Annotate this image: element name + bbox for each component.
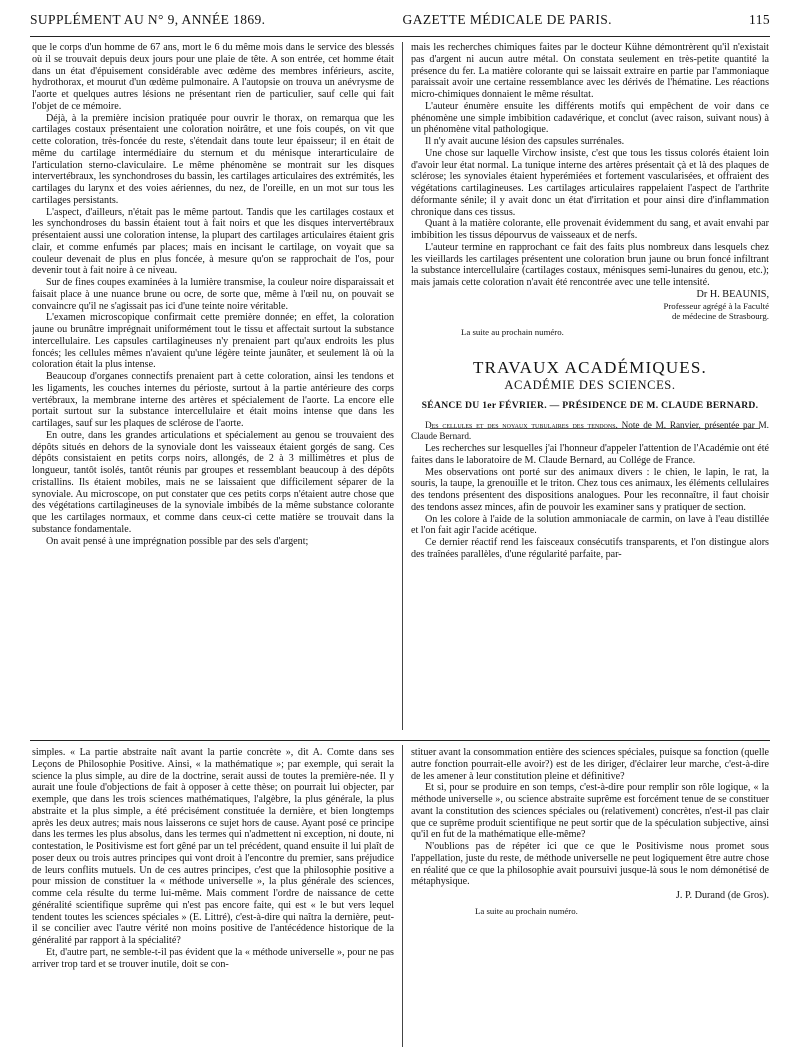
article-paragraph: Mes observations ont porté sur des animaux divers : le chien, le lapin, le rat, la souris, la taupe, la grenouille et le triton. Chez tous ces animaux, les éléments cellulaires des tendons présentent des dispositions analogues. Pour les reconnaître, il faut choisir des tendons assez minces, afin de pouvoir les examiner sans y pratiquer de section.	[411, 466, 769, 513]
right-column	[411, 42, 769, 730]
author-title-line-2: de médecine de Strasbourg.	[671, 310, 769, 321]
left-paragraph: Beaucoup d'organes connectifs prenaient part à cette coloration, ainsi les tendons et les ligaments, les couches internes du périoste, surtout à la partie antérieure des corps vertébraux, la membrane interne des artères et spécialement de l'aorte. La encore elle portait surtout sur la substance intercellulaire et était moins intense que dans les cartilages, sauf sur les plaques de sclérose de l'aorte.	[32, 371, 394, 429]
left-paragraph: En outre, dans les grandes articulations et spécialement au genou se trouvaient des dépôts situés en dehors de la synoviale dont les vaisseaux étaient gorgés de sang. Ces dépôts consistaient en petits corps noirs, allongés, de 2 à 3 millimètres et plus de longueur, tantôt isolés, tantôt réunis par groupes et ressemblant beaucoup à des dépôts cristallins. Ils étaient mobiles, mais ne se laissaient que difficilement séparer de la synoviale. Au microscope, on put constater que ces petits corps n'étaient autre chose que des végétations cartilagineuses de la synoviale imbibés de la même substance colorante que les cartilages normaux, et comme dans ceux-ci cette matière se trouvait dans la substance fondamentale.	[32, 429, 394, 535]
bottom-right-column	[411, 747, 769, 1047]
bottom-left-paragraph: simples. « La partie abstraite naît avant la partie concrète », dit A. Comte dans ses Leçons de Philosophie Positive. Ainsi, « la mathématique »; par exemple, qui serait la science la plus simple, au dire de la doctrine, serait aussi de toutes la première-née. Il y aurait une foule d'objections de fait à opposer à cette thèse; on pourrait lui objecter, par exemple, que dans les trois sciences mathématiques, l'algèbre, la plus générale, la plus abstraite et la plus simple, a été précisément constituée la dernière, et bien longtemps après les deux autres; mais nous laisserons ce sujet hors de cause. Ayant posé ce principe dans les termes les plus absolus, dans les termes qui n'admettent ni exception, ni doute, ni contestation, le Positivisme est fort gêné par un tel précédent, quand ensuite il lui plaît de poser deux ou trois autres principes qui vont droit à l'encontre du premier, sans préjudice de leurs conflits mutuels. Un de ces autres principes, c'est que la philosophie positive a pour mission de constituer la « méthode universelle », la plus générale des sciences, comme cela résulte du terme lui-même. Mais comment l'ordre de naissance de cette généralité scientifique suprême qui n'est pas encore faite, qui est « le but vers lequel tendent toutes les sciences spéciales » (E. Littré), c'est-à-dire qui naîtra la dernière, peut-il se concilier avec l'autre vérité non moins positive de l'antécédence historique de la généralité par rapport à la spécialité?	[32, 747, 394, 946]
header-supplement: SUPPLÉMENT AU N° 9, ANNÉE 1869.	[30, 12, 266, 27]
bottom-right-paragraph: Et si, pour se produire en son temps, c'est-à-dire pour remplir son rôle logique, « la méthode universelle », ou science abstraite suprême est forcément tenue de se constituer avant la constitution des sciences spéciales ou (relativement) concrètes, n'est-il pas clair que ce suprême produit scientifique ne peut sortir que de la spéculation subjective, ainsi qu'il en fut de la mathématique elle-même?	[411, 782, 769, 841]
right-paragraph: L'auteur énumère ensuite les différents motifs qui empêchent de voir dans ce phénomène une simple imbibition cadavérique, et conclut (avec raison, suivant nous) à un phénomène vital pathologique.	[411, 100, 769, 136]
header-rule	[30, 36, 770, 37]
article-paragraph: Les recherches sur lesquelles j'ai l'honneur d'appeler l'attention de l'Académie ont été faites dans le laboratoire de M. Claude Bernard, au Collége de France.	[411, 443, 769, 466]
right-paragraph: mais les recherches chimiques faites par le docteur Kühne démontrèrent qu'il n'existait pas d'argent ni aucun autre métal. On constata seulement en très-petite quantité la présence du fer. La matière colorante qui se laissait extraire en partie par l'ammoniaque paraissait avoir une certaine ressemblance avec les dérivés de l'hématine. Les réactions micro-chimiques donnaient le même résultat.	[411, 42, 769, 100]
right-paragraph: L'auteur termine en rapprochant ce fait des faits plus nombreux dans lesquels chez les vieillards les cartilages présentent une coloration brun jaune ou brun foncé infiltrant la substance intercellulaire (cartilages costaux, ménisques semi-lunaires du genou, etc.); mais jamais cette coloration n'avait été rencontrée avec une telle intensité.	[411, 241, 769, 288]
left-paragraph: L'examen microscopique confirmait cette première donnée; en effet, la coloration jaune ou brunâtre imprégnait uniformément tout le tissu et affectait surtout la substance intercellulaire. Les capsules cartilagineuses n'y prenaient part qu'aux endroits les plus foncés; les cellules mêmes n'avaient qu'une légère teinte jaunâter, et seulement là où la coloration était la plus intense.	[32, 312, 394, 371]
author-title-line-1: Professeur agrégé à la Faculté	[663, 300, 769, 311]
bottom-left-column	[32, 747, 394, 1047]
header-page-number: 115	[749, 12, 770, 27]
header-journal-title: GAZETTE MÉDICALE DE PARIS.	[402, 12, 612, 27]
article-paragraph: On les colore à l'aide de la solution ammoniacale de carmin, on lave à l'eau distillée et l'on fait agir l'acide acétique.	[411, 513, 769, 537]
left-paragraph: que le corps d'un homme de 67 ans, mort le 6 du même mois dans le service des blessés où il se trouvait depuis deux jours pour une plaie de tête. A son entrée, cet homme était dans un état d'épuisement considérable avec œdème des membres inférieurs, ascite, hydrothorax, et mourut d'un œdème pulmonaire. A l'autopsie on trouva un anévrysme de l'aorte et quelques autres lésions ne présentant rien de particulier, sauf celle qui fait l'objet de ce mémoire.	[32, 42, 394, 112]
article-paragraph: Ce dernier réactif rend les faisceaux consécutifs transparents, et l'on distingue alors des traînées parallèles, d'une régularité parfaite, par-	[411, 537, 769, 560]
left-paragraph: L'aspect, d'ailleurs, n'était pas le même partout. Tandis que les cartilages costaux et les synchondroses du bassin étaient tout à fait noirs et que les disques intervertébraux présentaient aussi une coloration intense, la plupart des cartilages articulaires étaient gris clair, et comme enfumés par places; mais en incisant le cartilage, on voyait que sa couleur devenait de plus en plus foncée, à mesure qu'on se rapprochait de l'os, pour devenir tout à fait noire à ce niveau.	[32, 206, 394, 277]
author-signature: Dr H. BEAUNIS,	[696, 288, 769, 300]
continued-note: La suite au prochain numéro.	[461, 326, 564, 337]
article-title: Des cellules et des noyaux tubulaires des tendons.	[425, 419, 618, 430]
right-paragraph: Une chose sur laquelle Virchow insiste, c'est que tous les tissus colorés étaient loin d'avoir leur état normal. La tunique interne des artères présentait çà et là des plaques de sclérose; les synoviales étaient hyperémiées et fortement vascularisées, et offraient des végétations cartilagineuses. Les cartilages articulaires rappelaient l'aspect de l'arthrite déformante sénile; il y avait donc un état d'irritation et pour ainsi dire d'inflammation chronique dans ces tissus.	[411, 147, 769, 218]
bottom-right-paragraph: stituer avant la consommation entière des sciences spéciales, puisque sa fonction (quelle autre fonction pourrait-elle avoir?) est de les diriger, d'éclairer leur marche, c'est-à-dire de les amener à leur constitution pleine et définitive?	[411, 747, 769, 782]
right-paragraph: Il n'y avait aucune lésion des capsules surrénales.	[425, 136, 625, 147]
left-paragraph: Déjà, à la première incision pratiquée pour ouvrir le thorax, on remarqua que les cartilages costaux présentaient une coloration noirâtre, et une fois coupés, on vit que cette coloration, très-foncée du reste, s'étendait dans toute leur épaisseur; il en était de même du cartilage intermédiaire du sternum et du ménisque interarticulaire de l'articulation sterno-claviculaire. Le même phénomène se montrait sur les disques intervertébraux, les synchondroses du bassin, les cartilages articulaires des extrémités, les cartilages du larynx et des voies aériennes, du nez, de l'oreille, en un mot sur tous les cartilages persistants.	[32, 112, 394, 206]
article-author: Note de M. Ranvier, présentée par M. Claude Bernard.	[411, 419, 769, 442]
bottom-column-divider	[402, 745, 403, 1047]
left-paragraph: On avait pensé à une imprégnation possible par des sels d'argent;	[46, 535, 309, 547]
left-column	[32, 42, 394, 728]
bottom-continued-note: La suite au prochain numéro.	[475, 905, 578, 916]
bottom-right-paragraph: N'oublions pas de répéter ici que ce que le Positivisme nous promet sous l'appellation, juste du reste, de méthode universelle ne peut logiquement être autre chose en réalité que ce que la philosophie avait poursuivi jusque-là sous le nom démonétisé de métaphysique.	[411, 841, 769, 888]
right-paragraph: Quant à la matière colorante, elle provenait évidemment du sang, et avait envahi par imbibition les tissus dépourvus de vaisseaux et de nerfs.	[411, 218, 769, 241]
bottom-left-paragraph: Et, d'autre part, ne semble-t-il pas évident que la « méthode universelle », pour ne pas arriver trop tard et se trouver inutile, doit se con-	[32, 946, 394, 970]
separator-rule	[430, 428, 760, 429]
column-divider	[402, 42, 403, 730]
durand-signature: J. P. Durand (de Gros).	[675, 890, 769, 901]
section-subtitle: ACADÉMIE DES SCIENCES.	[504, 378, 676, 392]
article-heading	[411, 420, 769, 444]
left-paragraph: Sur de fines coupes examinées à la lumière transmise, la couleur noire disparaissait et faisait place à une nuance brune ou ocre, de sorte que, même à l'œil nu, on pouvait se convaincre qu'il ne s'agissait pas ici d'une teinte noire véritable.	[32, 277, 394, 312]
page-header	[30, 12, 770, 34]
section-rule	[30, 740, 770, 741]
section-title: TRAVAUX ACADÉMIQUES.	[472, 358, 707, 378]
session-line: SÉANCE DU 1er FÉVRIER. — PRÉSIDENCE DE M. CLAUDE BERNARD.	[421, 399, 759, 411]
